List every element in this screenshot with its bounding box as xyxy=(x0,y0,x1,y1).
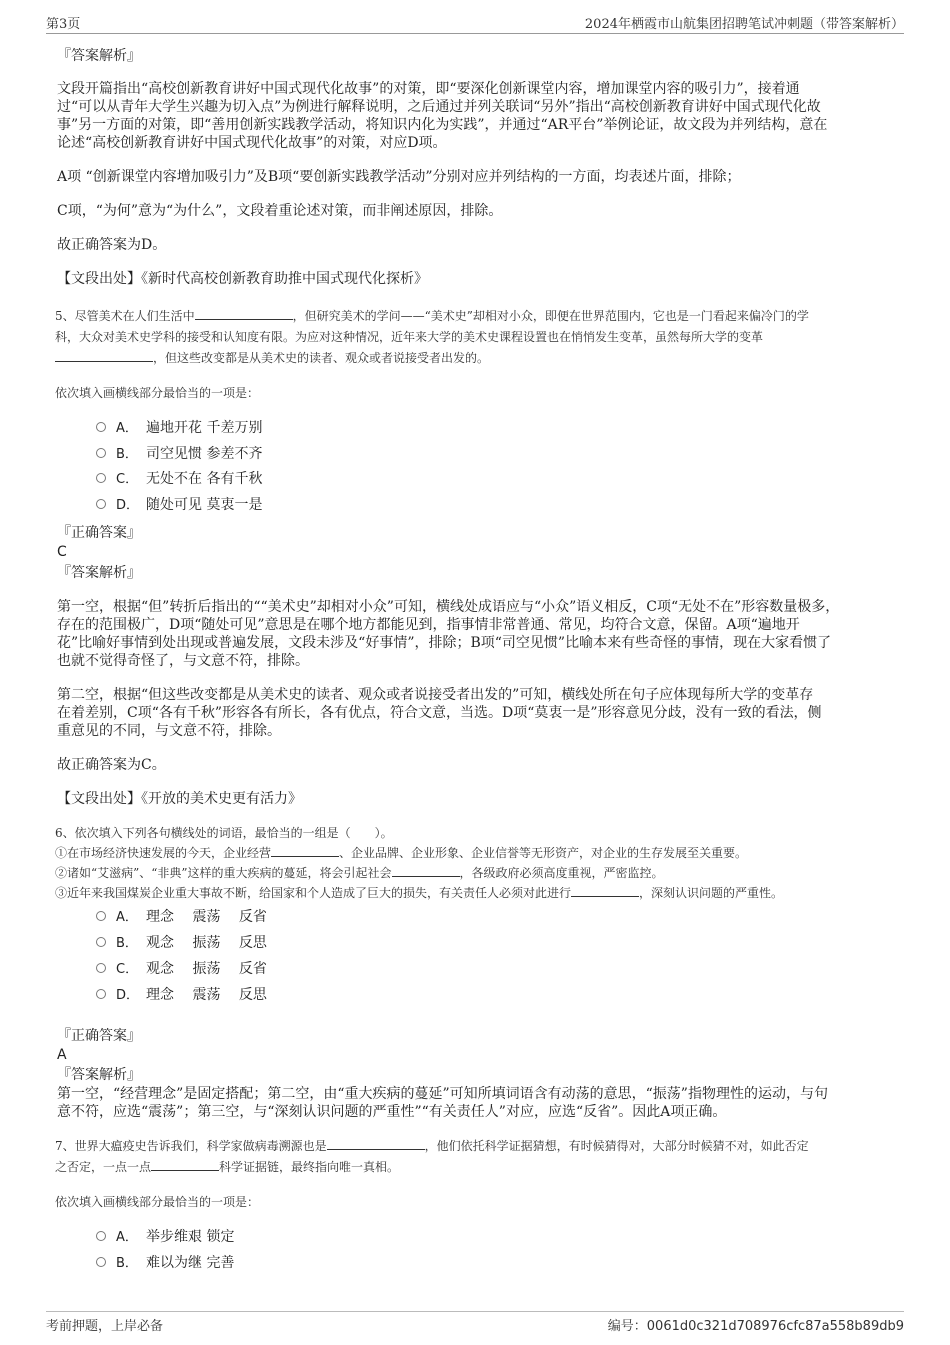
correct-answer: C xyxy=(57,544,67,560)
radio-icon[interactable] xyxy=(96,499,106,509)
explain-line: 第二空，根据“但这些改变都是从美术史的读者、观众或者说接受者出发的”可知，横线处所在句子应体现每所大学的变革存 xyxy=(57,687,814,703)
question-prompt: 依次填入画横线部分最恰当的一项是： xyxy=(55,1195,260,1209)
source-citation: 【文段出处】《开放的美术史更有活力》 xyxy=(57,791,302,807)
question-prompt: 依次填入画横线部分最恰当的一项是： xyxy=(55,386,260,400)
explain-line: A项 “创新课堂内容增加吸引力”及B项“要创新实践教学活动”分别对应并列结构的一方面，均表述片面，排除； xyxy=(57,169,741,185)
explain-line: 过“可以从青年大学生兴趣为切入点”为例进行解释说明，之后通过并列关联词“另外”指出“高校创新教育讲好中国式现代化故 xyxy=(57,99,821,115)
answer-blank xyxy=(271,844,339,857)
option-a[interactable]: A． 理念 震荡 反省 xyxy=(96,908,267,927)
radio-icon[interactable] xyxy=(96,911,106,921)
explain-label: 『答案解析』 xyxy=(57,1067,141,1083)
radio-icon[interactable] xyxy=(96,1257,106,1267)
explain-line: C项，“为何”意为“为什么”，文段着重论述对策，而非阐述原因，排除。 xyxy=(57,203,503,219)
page-header xyxy=(46,11,904,34)
explain-line: 第一空，“经营理念”是固定搭配；第二空，由“重大疾病的蔓延”可知所填词语含有动荡的意思，“振荡”指物理性的运动，与句 xyxy=(57,1086,828,1102)
option-c[interactable]: C． 观念 振荡 反省 xyxy=(96,960,267,979)
explain-line: 也就不觉得奇怪了，与文意不符，排除。 xyxy=(57,653,309,669)
option-c[interactable]: C． 无处不在 各有千秋 xyxy=(96,470,262,489)
option-d[interactable]: D． 理念 震荡 反思 xyxy=(96,986,267,1005)
explain-line: 事”另一方面的对策，即“善用创新实践教学活动，将知识内化为实践”，并通过“AR平台”举例论证，故文段为并列结构，意在 xyxy=(57,117,828,133)
radio-icon[interactable] xyxy=(96,989,106,999)
conclusion: 故正确答案为D。 xyxy=(57,237,167,253)
answer-blank xyxy=(327,1137,425,1150)
radio-icon[interactable] xyxy=(96,937,106,947)
question-stem: ，但这些改变都是从美术史的读者、观众或者说接受者出发的。 xyxy=(55,349,890,368)
explain-line: 文段开篇指出“高校创新教育讲好中国式现代化故事”的对策，即“要深化创新课堂内容，增加课堂内容的吸引力”，接着通 xyxy=(57,81,800,97)
option-b[interactable]: B． 司空见惯 参差不齐 xyxy=(96,445,262,464)
explain-line: 在着差别，C项“各有千秋”形容各有所长，各有优点，符合文意，当选。D项“莫衷一是”形容意见分歧，没有一致的看法，侧 xyxy=(57,705,822,721)
document-title: 2024年栖霞市山航集团招聘笔试冲刺题（带答案解析） xyxy=(584,17,904,32)
source-citation: 【文段出处】《新时代高校创新教育助推中国式现代化探析》 xyxy=(57,271,428,287)
explain-line: 第一空，根据“但”转折后指出的““美术史”却相对小众”可知，横线处成语应与“小众”语义相反，C项“无处不在”形容数量极多， xyxy=(57,599,840,615)
footer-slogan: 考前押题，上岸必备 xyxy=(46,1319,164,1334)
option-a[interactable]: A． 举步维艰 锁定 xyxy=(96,1228,234,1247)
document-code: 编号：0061d0c321d708976cfc87a558b89db9 xyxy=(607,1319,904,1334)
correct-answer: A xyxy=(57,1047,67,1063)
question-stem: 6、依次填入下列各句横线处的词语，最恰当的一组是（ ）。 xyxy=(55,826,393,840)
radio-icon[interactable] xyxy=(96,963,106,973)
question-stem: 之否定，一点一点 科学证据链，最终指向唯一真相。 xyxy=(55,1160,400,1174)
radio-icon[interactable] xyxy=(96,448,106,458)
page-footer xyxy=(46,1311,904,1334)
answer-label: 『正确答案』 xyxy=(57,1028,141,1044)
conclusion: 故正确答案为C。 xyxy=(57,757,166,773)
option-a[interactable]: A． 遍地开花 千差万别 xyxy=(96,419,262,438)
option-b[interactable]: B． 难以为继 完善 xyxy=(96,1254,234,1273)
radio-icon[interactable] xyxy=(96,473,106,483)
radio-icon[interactable] xyxy=(96,422,106,432)
option-d[interactable]: D． 随处可见 莫衷一是 xyxy=(96,496,262,515)
answer-label: 『正确答案』 xyxy=(57,525,141,541)
answer-blank xyxy=(392,864,460,877)
answer-blank xyxy=(55,349,153,362)
answer-blank xyxy=(151,1158,219,1171)
answer-blank xyxy=(571,884,639,897)
explain-label: 『答案解析』 xyxy=(57,48,141,64)
sentence-3: ③近年来我国煤炭企业重大事故不断，给国家和个人造成了巨大的损失，有关责任人必须对此进行 ，深刻认识问题的严重性。 xyxy=(55,886,784,900)
answer-blank xyxy=(195,307,293,320)
explain-line: 重意见的不同，与文意不符，排除。 xyxy=(57,723,281,739)
explain-line: 存在的范围极广，D项“随处可见”意思是在哪个地方都能见到，指事情非常普通、常见，均符合文意，保留。A项“遍地开 xyxy=(57,617,800,633)
radio-icon[interactable] xyxy=(96,1231,106,1241)
question-stem: 7、世界大瘟疫史告诉我们，科学家做病毒溯源也是 ，他们依托科学证据猜想，有时候猜得对，大部分时候猜不对，如此否定 xyxy=(55,1139,809,1153)
explain-line: 花”比喻好事情到处出现或普遍发展，文段未涉及“好事情”，排除；B项“司空见惯”比喻本来有些奇怪的事情，现在大家看惯了 xyxy=(57,635,832,651)
page-number: 第3页 xyxy=(46,17,81,32)
explain-label: 『答案解析』 xyxy=(57,565,141,581)
question-stem: 5、尽管美术在人们生活中 ，但研究美术的学问——“美术史”却相对小众，即便在世界范围内，它也是一门看起来偏冷门的学 xyxy=(55,309,809,323)
explain-line: 论述“高校创新教育讲好中国式现代化故事”的对策，对应D项。 xyxy=(57,135,447,151)
sentence-2: ②诸如“艾滋病”、“非典”这样的重大疾病的蔓延，将会引起社会 ，各级政府必须高度重视，严密监控。 xyxy=(55,866,664,880)
option-b[interactable]: B． 观念 振荡 反思 xyxy=(96,934,267,953)
explain-line: 意不符，应选“震荡”；第三空，与“深刻认识问题的严重性”“有关责任人”对应，应选“反省”。因此A项正确。 xyxy=(57,1104,727,1120)
sentence-1: ①在市场经济快速发展的今天，企业经营 、企业品牌、企业形象、企业信誉等无形资产，对企业的生存发展至关重要。 xyxy=(55,846,748,860)
question-stem: 科，大众对美术史学科的接受和认知度有限。为应对这种情况，近年来大学的美术史课程设置也在悄悄发生变革，虽然每所大学的变革 xyxy=(55,330,764,344)
